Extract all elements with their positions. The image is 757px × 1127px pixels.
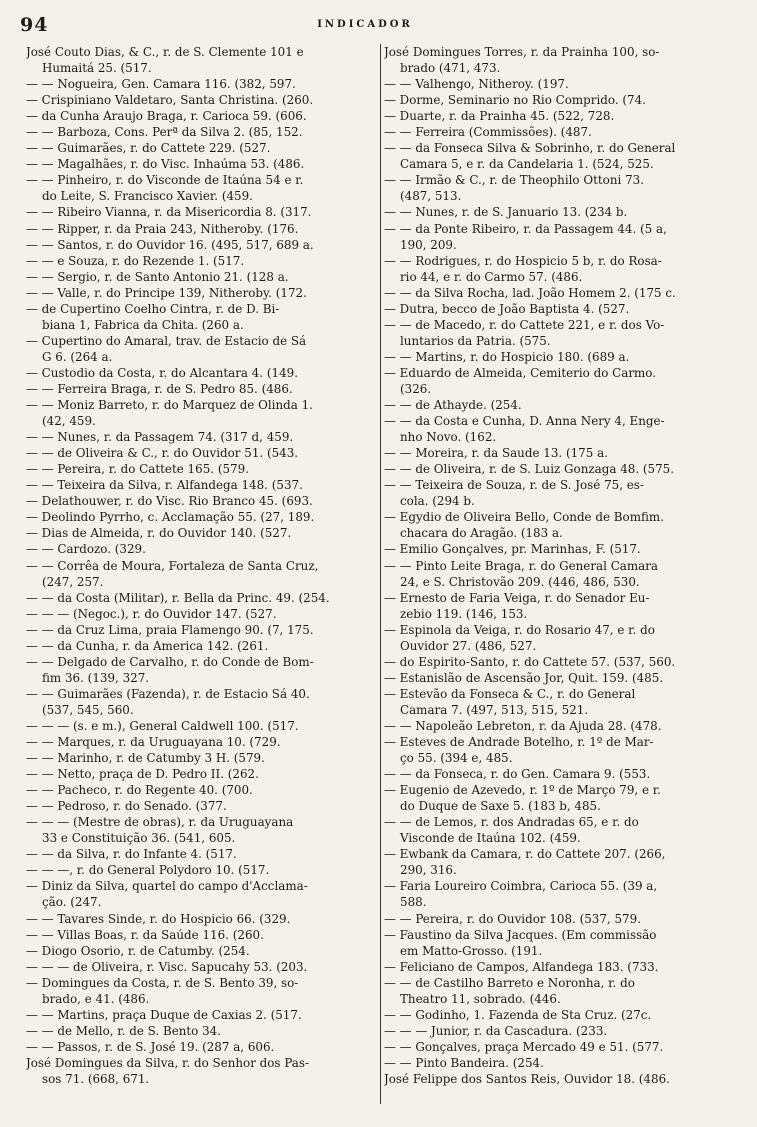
directory-line: (42, 459.: [42, 414, 96, 429]
directory-line: — — Valhengo, Nitheroy. (197.: [384, 77, 569, 92]
directory-line: — — Delgado de Carvalho, r. do Conde de Bom-: [26, 654, 314, 669]
directory-line: — — e Souza, r. do Rezende 1. (517.: [26, 253, 245, 268]
directory-line: 33 e Constituição 36. (541, 605.: [42, 831, 236, 846]
directory-line: 190, 209.: [400, 237, 457, 252]
directory-line: — — Gonçalves, praça Mercado 49 e 51. (577.: [384, 1039, 664, 1054]
directory-line: — — Villas Boas, r. da Saúde 116. (260.: [26, 927, 264, 942]
directory-line: — — de Macedo, r. do Cattete 221, e r. dos Vo-: [384, 317, 665, 332]
directory-line: (326.: [400, 381, 432, 396]
directory-line: — — de Oliveira, r. de S. Luiz Gonzaga 48. (575.: [384, 462, 675, 477]
directory-line: Ouvidor 27. (486, 527.: [400, 638, 537, 653]
directory-line: cola. (294 b.: [400, 494, 475, 509]
directory-line: — — da Fonseca, r. do Gen. Camara 9. (553.: [384, 767, 651, 782]
directory-line: — Faria Loureiro Coimbra, Carioca 55. (39 a,: [384, 879, 658, 894]
directory-line: — — Magalhães, r. do Visc. Inhaúma 53. (486.: [26, 157, 305, 172]
directory-line: — — Tavares Sinde, r. do Hospicio 66. (329.: [26, 911, 291, 926]
directory-line: — — Pinto Leite Braga, r. do General Camara: [384, 558, 659, 573]
directory-line: 24, e S. Christovão 209. (446, 486, 530.: [400, 574, 640, 589]
directory-line: brado (471, 473.: [400, 61, 501, 76]
directory-line: — — Marinho, r. de Catumby 3 H. (579.: [26, 751, 265, 766]
directory-line: — — — Junior, r. da Cascadura. (233.: [384, 1023, 608, 1038]
directory-line: — — Martins, praça Duque de Caxias 2. (517.: [26, 1007, 302, 1022]
directory-line: — Egydio de Oliveira Bello, Conde de Bomfim.: [384, 510, 664, 525]
right-column: [384, 44, 738, 1087]
directory-line: fim 36. (139, 327.: [42, 670, 150, 685]
directory-line: — da Cunha Araujo Braga, r. Carioca 59. (606.: [26, 109, 307, 124]
directory-line: biana 1, Fabrica da Chita. (260 a.: [42, 317, 244, 332]
directory-line: zebio 119. (146, 153.: [400, 606, 528, 621]
directory-line: — — da Silva, r. do Infante 4. (517.: [26, 847, 237, 862]
directory-line: — — Teixeira da Silva, r. Alfandega 148. (537.: [26, 478, 303, 493]
directory-line: chacara do Aragão. (183 a.: [400, 526, 563, 541]
directory-line: — Espinola da Veiga, r. do Rosario 47, e r. do: [384, 622, 655, 637]
directory-line: — — Pedroso, r. do Senado. (377.: [26, 799, 227, 814]
directory-line: Visconde de Itaúna 102. (459.: [400, 831, 581, 846]
directory-line: — Duarte, r. da Prainha 45. (522, 728.: [384, 109, 615, 124]
directory-line: — Ewbank da Camara, r. do Cattete 207. (266,: [384, 847, 666, 862]
directory-line: — — da Costa e Cunha, D. Anna Nery 4, Enge-: [384, 414, 665, 429]
directory-line: José Couto Dias, & C., r. de S. Clemente 101 e: [26, 45, 304, 59]
directory-line: — — Pereira, r. do Cattete 165. (579.: [26, 462, 249, 477]
directory-line: — — Netto, praça de D. Pedro II. (262.: [26, 767, 259, 782]
directory-line: — Eduardo de Almeida, Cemiterio do Carmo.: [384, 365, 657, 380]
directory-line: — — Pinheiro, r. do Visconde de Itaúna 54 e r.: [26, 173, 304, 188]
directory-line: — do Espirito-Santo, r. do Cattete 57. (537, 560.: [384, 654, 676, 669]
directory-line: — — Nunes, r. da Passagem 74. (317 d, 459.: [26, 430, 294, 445]
directory-line: — — — de Oliveira, r. Visc. Sapucahy 53. (203.: [26, 959, 308, 974]
directory-line: nho Novo. (162.: [400, 430, 497, 445]
directory-line: — — Guimarães, r. do Cattete 229. (527.: [26, 141, 271, 156]
directory-line: — Feliciano de Campos, Alfandega 183. (733.: [384, 959, 659, 974]
directory-line: — — Ribeiro Vianna, r. da Misericordia 8. (317.: [26, 205, 312, 220]
directory-line: — — da Costa (Militar), r. Bella da Princ. 49. (254.: [26, 590, 330, 605]
directory-line: Humaitá 25. (517.: [42, 61, 152, 76]
directory-line: José Felippe dos Santos Reis, Ouvidor 18. (486.: [384, 1072, 670, 1086]
directory-line: — — Ferreira Braga, r. de S. Pedro 85. (486.: [26, 381, 293, 396]
directory-line: — — Pereira, r. do Ouvidor 108. (537, 579.: [384, 911, 641, 926]
directory-line: — — — (Mestre de obras), r. da Uruguayana: [26, 815, 294, 830]
directory-line: — — —, r. do General Polydoro 10. (517.: [26, 863, 270, 878]
directory-line: sos 71. (668, 671.: [42, 1072, 150, 1086]
directory-line: — — da Cunha, r. da America 142. (261.: [26, 638, 269, 653]
directory-line: G 6. (264 a.: [42, 349, 113, 364]
column-divider: [380, 44, 381, 1104]
directory-line: brado, e 41. (486.: [42, 991, 150, 1006]
directory-line: — Ernesto de Faria Veiga, r. do Senador Eu-: [384, 590, 650, 605]
directory-line: — — Martins, r. do Hospicio 180. (689 a.: [384, 349, 630, 364]
directory-line: — Deolindo Pyrrho, c. Acclamação 55. (27, 189.: [26, 510, 315, 525]
directory-line: Camara 5, e r. da Candelaria 1. (524, 525.: [400, 157, 654, 172]
directory-line: — Estevão da Fonseca & C., r. do General: [384, 686, 636, 701]
directory-line: — Custodio da Costa, r. do Alcantara 4. (149.: [26, 365, 299, 380]
directory-line: — — Barboza, Cons. Perª da Silva 2. (85, 152.: [26, 125, 303, 140]
directory-line: — — de Oliveira & C., r. do Ouvidor 51. (543.: [26, 446, 299, 461]
directory-line: — — de Castilho Barreto e Noronha, r. do: [384, 975, 635, 990]
directory-line: — — Corrêa de Moura, Fortaleza de Santa Cruz,: [26, 558, 319, 573]
directory-line: — — Passos, r. de S. José 19. (287 a, 606.: [26, 1039, 275, 1054]
directory-line: — Domingues da Costa, r. de S. Bento 39, so-: [26, 975, 299, 990]
directory-line: José Domingues Torres, r. da Prainha 100, so-: [384, 45, 660, 59]
directory-line: — — de Lemos, r. dos Andradas 65, e r. do: [384, 815, 639, 830]
directory-line: — — de Athayde. (254.: [384, 398, 522, 413]
directory-line: 290, 316.: [400, 863, 457, 878]
directory-line: — — Sergio, r. de Santo Antonio 21. (128 a.: [26, 269, 289, 284]
directory-line: — — da Fonseca Silva & Sobrinho, r. do General: [384, 141, 676, 156]
directory-line: — Delathouwer, r. do Visc. Rio Branco 45. (693.: [26, 494, 313, 509]
directory-line: — Faustino da Silva Jacques. (Em commissão: [384, 927, 657, 942]
directory-line: — Diniz da Silva, quartel do campo d'Acclama-: [26, 879, 308, 894]
directory-line: — — Marques, r. da Uruguayana 10. (729.: [26, 735, 281, 750]
directory-line: — — Teixeira de Souza, r. de S. José 75, es-: [384, 478, 644, 493]
directory-line: — Esteves de Andrade Botelho, r. 1º de Mar-: [384, 735, 654, 750]
directory-line: — Cupertino do Amaral, trav. de Estacio de Sá: [26, 333, 307, 348]
directory-line: ção. (247.: [42, 895, 102, 910]
directory-line: — — Cardozo. (329.: [26, 542, 146, 557]
directory-line: — — Rodrigues, r. do Hospicio 5 b, r. do Rosa-: [384, 253, 662, 268]
directory-line: José Domingues da Silva, r. do Senhor dos Pas-: [26, 1055, 309, 1070]
directory-line: — — Pacheco, r. do Regente 40. (700.: [26, 783, 253, 798]
directory-line: — — Ripper, r. da Praia 243, Nitheroby. (176.: [26, 221, 299, 236]
directory-line: — — Valle, r. do Principe 139, Nitheroby. (172.: [26, 285, 307, 300]
directory-line: — — Nogueira, Gen. Camara 116. (382, 597.: [26, 77, 296, 92]
directory-line: — Dutra, becco de João Baptista 4. (527.: [384, 301, 630, 316]
directory-line: — — Napoleão Lebreton, r. da Ajuda 28. (478.: [384, 718, 662, 733]
directory-line: — Eugenio de Azevedo, r. 1º de Março 79, e r.: [384, 783, 661, 798]
directory-line: (487, 513.: [400, 189, 462, 204]
directory-line: — Dorme, Seminario no Rio Comprido. (74.: [384, 93, 646, 108]
directory-line: — — Moniz Barreto, r. do Marquez de Olinda 1.: [26, 398, 313, 413]
directory-line: — — Godinho, 1. Fazenda de Sta Cruz. (27c.: [384, 1007, 652, 1022]
directory-line: — Emilio Gonçalves, pr. Marinhas, F. (517.: [384, 542, 641, 557]
directory-line: — Estanislão de Ascensão Jor, Quit. 159. (485.: [384, 670, 664, 685]
directory-line: — — Santos, r. do Ouvidor 16. (495, 517, 689 a.: [26, 237, 314, 252]
left-column: [26, 44, 376, 1087]
directory-line: em Matto-Grosso. (191.: [400, 943, 543, 958]
directory-line: do Leite, S. Francisco Xavier. (459.: [42, 189, 253, 204]
directory-line: — — Ferreira (Commissões). (487.: [384, 125, 592, 140]
directory-line: — Dias de Almeida, r. do Ouvidor 140. (527.: [26, 526, 292, 541]
directory-line: (537, 545, 560.: [42, 702, 134, 717]
directory-line: ço 55. (394 e, 485.: [400, 751, 513, 766]
directory-line: — de Cupertino Coelho Cintra, r. de D. Bi-: [26, 301, 280, 316]
directory-line: — — de Mello, r. de S. Bento 34.: [26, 1023, 222, 1038]
directory-line: (247, 257.: [42, 574, 104, 589]
directory-line: — — Moreira, r. da Saude 13. (175 a.: [384, 446, 608, 461]
directory-line: Camara 7. (497, 513, 515, 521.: [400, 702, 589, 717]
directory-line: — — Pinto Bandeira. (254.: [384, 1055, 544, 1070]
directory-line: — — Irmão & C., r. de Theophilo Ottoni 73.: [384, 173, 644, 188]
directory-line: — — da Silva Rocha, lad. João Homem 2. (175 c.: [384, 285, 676, 300]
directory-line: do Duque de Saxe 5. (183 b, 485.: [400, 799, 601, 814]
directory-line: rio 44, e r. do Carmo 57. (486.: [400, 269, 583, 284]
directory-line: — — — (Negoc.), r. do Ouvidor 147. (527.: [26, 606, 277, 621]
page-number: 94: [20, 14, 49, 36]
directory-line: — — — (s. e m.), General Caldwell 100. (517.: [26, 718, 299, 733]
page-header: [20, 14, 710, 40]
directory-line: — — da Cruz Lima, praia Flamengo 90. (7, 175.: [26, 622, 314, 637]
directory-line: — — Nunes, r. de S. Januario 13. (234 b.: [384, 205, 628, 220]
directory-line: luntarios da Patria. (575.: [400, 333, 551, 348]
directory-line: — Diogo Osorio, r. de Catumby. (254.: [26, 943, 250, 958]
directory-line: — Crispiniano Valdetaro, Santa Christina. (260.: [26, 93, 314, 108]
directory-line: — — da Ponte Ribeiro, r. da Passagem 44. (5 a,: [384, 221, 667, 236]
directory-line: 588.: [400, 895, 427, 910]
directory-line: — — Guimarães (Fazenda), r. de Estacio Sá 40.: [26, 686, 310, 701]
running-title: INDICADOR: [317, 19, 413, 30]
directory-line: Theatro 11, sobrado. (446.: [400, 991, 561, 1006]
